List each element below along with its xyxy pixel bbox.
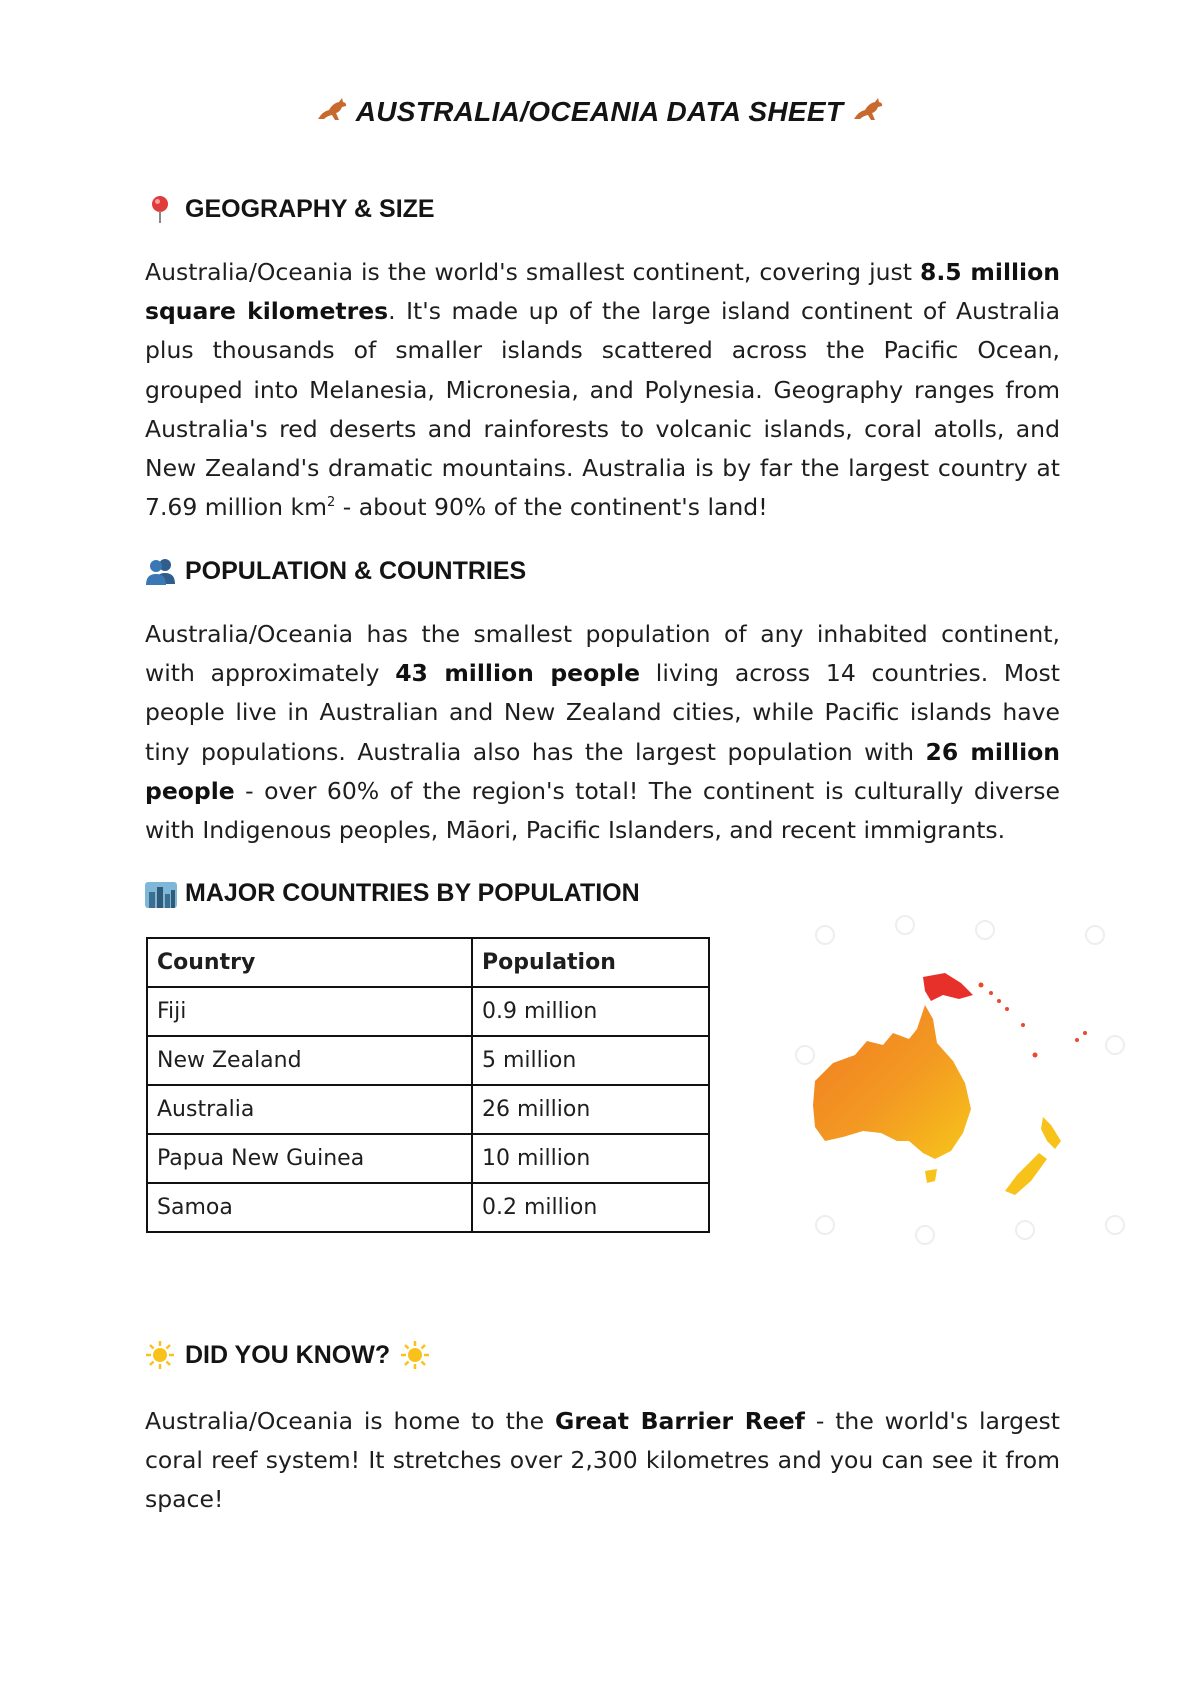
did-you-know-paragraph [145, 1402, 1060, 1520]
country-cell: New Zealand [147, 1036, 472, 1085]
geography-text-1: Australia/Oceania is the world's smallest continent, covering just [145, 258, 921, 286]
great-barrier-reef: Great Barrier Reef [555, 1407, 805, 1435]
pin-icon [145, 194, 175, 224]
geography-heading [145, 194, 435, 224]
table-row [147, 1134, 709, 1183]
page-title [0, 96, 1200, 130]
star-icon [145, 1340, 175, 1370]
total-population: 43 million people [395, 659, 641, 688]
table-row [147, 1183, 709, 1232]
population-cell: 26 million [472, 1085, 709, 1134]
geography-text-3: - about 90% of the continent's land! [335, 493, 768, 522]
population-cell: 5 million [472, 1036, 709, 1085]
population-heading [145, 556, 526, 586]
country-cell: Papua New Guinea [147, 1134, 472, 1183]
table-row [147, 987, 709, 1036]
column-header-country: Country [147, 938, 472, 987]
oceania-map [785, 905, 1130, 1255]
population-cell: 0.9 million [472, 987, 709, 1036]
population-table [146, 937, 710, 1233]
new-zealand-south-shape [1005, 1153, 1047, 1195]
population-cell: 0.2 million [472, 1183, 709, 1232]
population-paragraph [145, 615, 1060, 850]
table-row [147, 1036, 709, 1085]
squared-superscript: 2 [327, 495, 336, 511]
did-you-know-text-1: Australia/Oceania is home to the [145, 1407, 556, 1435]
did-you-know-heading-text: DID YOU KNOW? [185, 1340, 391, 1369]
table-row [147, 1085, 709, 1134]
countries-heading-text: MAJOR COUNTRIES BY POPULATION [185, 878, 640, 907]
kangaroo-icon [315, 97, 349, 130]
tasmania-shape [925, 1169, 937, 1183]
country-cell: Fiji [147, 987, 472, 1036]
population-heading-text: POPULATION & COUNTRIES [185, 556, 527, 585]
population-text-1: Australia/Oceania has the smallest population of any inhabited continent, with approximately [145, 620, 1060, 688]
continent-area: 8.5 million square kilometres [145, 258, 1060, 326]
kangaroo-icon [851, 97, 885, 130]
column-header-population: Population [472, 938, 709, 987]
australia-shape [813, 1005, 971, 1159]
population-cell: 10 million [472, 1134, 709, 1183]
geography-text-2: . It's made up of the large island continent of Australia plus thousands of smaller islands scattered across the Pacific Ocean, grouped into Melanesia, Micronesia, and Polynesia. Geography ranges from Australia's red deserts and rainforests to volcanic islands, coral atolls, and New Zealand's dramatic mountains. Australia is by far the largest country at 7.69 million km [145, 297, 1060, 522]
did-you-know-heading [145, 1340, 430, 1370]
population-text-2: living across 14 countries. Most people live in Australian and New Zealand cities, while Pacific islands have tiny populations. Australia also has the largest population with [145, 659, 1060, 766]
papua-new-guinea-shape [923, 973, 973, 1001]
people-icon [145, 556, 175, 586]
country-cell: Australia [147, 1085, 472, 1134]
geography-heading-text: GEOGRAPHY & SIZE [185, 194, 435, 223]
table-header-row [147, 938, 709, 987]
geography-paragraph [145, 253, 1060, 527]
countries-heading [145, 878, 640, 908]
title-text: AUSTRALIA/OCEANIA DATA SHEET [355, 96, 844, 127]
australia-population: 26 million people [145, 737, 1060, 805]
country-cell: Samoa [147, 1183, 472, 1232]
new-zealand-north-shape [1041, 1117, 1061, 1149]
did-you-know-text-2: - the world's largest coral reef system! It stretches over 2,300 kilometres and you can see it from space! [145, 1407, 1061, 1514]
city-icon [145, 878, 175, 908]
star-icon [400, 1340, 430, 1370]
population-text-3: - over 60% of the region's total! The continent is culturally diverse with Indigenous peoples, Māori, Pacific Islanders, and recent immigrants. [145, 776, 1060, 845]
